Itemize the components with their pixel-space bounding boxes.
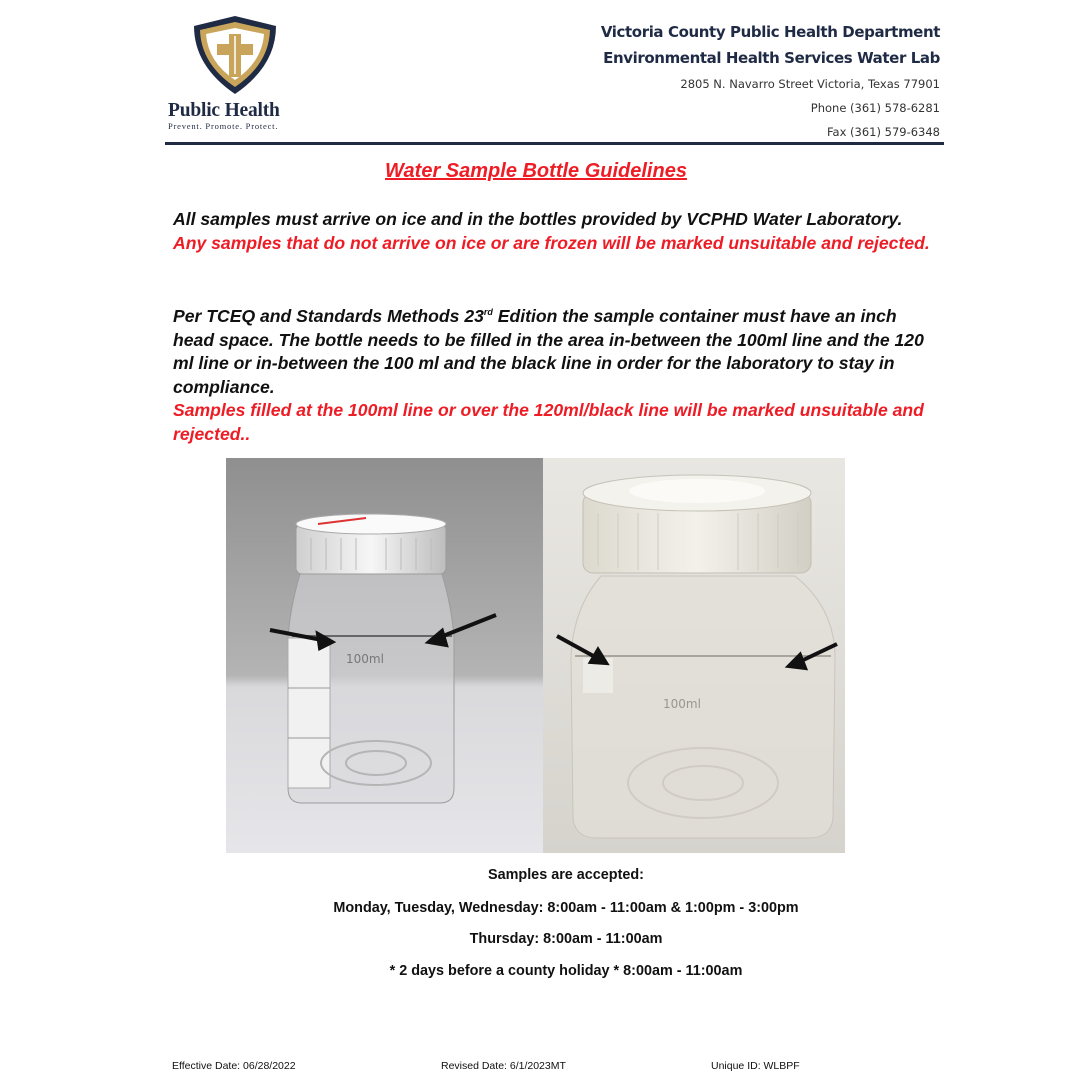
org-fax: Fax (361) 579-6348: [826, 125, 940, 139]
organization-block: [601, 20, 940, 144]
hours-mon-wed: Monday, Tuesday, Wednesday: 8:00am - 11:00am & 1:00pm - 3:00pm: [333, 900, 799, 916]
para2-text-rest: Edition the sample container must have an inch head space. The bottle needs to be filled in the area in-between the 100ml line and the 120 ml line or in-between the 100 ml and the black line in order for the laboratory to stay in compliance.: [173, 306, 924, 397]
brand-name: Public Health: [168, 100, 280, 121]
hours-thursday: Thursday: 8:00am - 11:00am: [469, 931, 663, 947]
paragraph-ice-requirement: [173, 208, 933, 255]
brand-block: [168, 101, 308, 131]
paragraph-fill-requirement: Per TCEQ and Standards Methods 23rd Edition the sample container must have an inch head space. The bottle needs to be filled in the area in-between the 100ml line and the 120 ml line or in-between the 100 ml and the black line in order for the laboratory to stay in compliance. Samples filled at the 100ml line or over the 120ml/black line will be marked unsuitable and rejected..: [173, 306, 924, 444]
left-bottle-label: 100ml: [346, 652, 384, 666]
brand-tagline: Prevent. Promote. Protect.: [168, 121, 279, 131]
right-bottle-label: 100ml: [663, 697, 701, 711]
header-divider: [165, 142, 944, 145]
effective-date: Effective Date: 06/28/2022: [172, 1060, 296, 1072]
unique-id: Unique ID: WLBPF: [711, 1060, 800, 1072]
para1-warning: Any samples that do not arrive on ice or are frozen will be marked unsuitable and rejected.: [173, 232, 930, 253]
org-address: 2805 N. Navarro Street Victoria, Texas 77901: [680, 77, 940, 91]
lab-name: Environmental Health Services Water Lab: [603, 49, 940, 67]
para1-text: All samples must arrive on ice and in the bottles provided by VCPHD Water Laboratory.: [173, 209, 903, 229]
para2-superscript: rd: [483, 307, 493, 318]
revised-date: Revised Date: 6/1/2023MT: [441, 1060, 566, 1072]
bottle-photo-left: [226, 458, 543, 853]
para2-text-start: Per TCEQ and Standards Methods 23: [173, 306, 484, 326]
public-health-shield-logo: [190, 14, 280, 96]
org-name: Victoria County Public Health Department: [600, 23, 940, 41]
para2-warning: Samples filled at the 100ml line or over the 120ml/black line will be marked unsuitable and rejected.: [173, 400, 924, 444]
hours-heading: Samples are accepted:: [488, 867, 644, 883]
hours-holiday: * 2 days before a county holiday * 8:00am - 11:00am: [389, 963, 743, 979]
org-phone: Phone (361) 578-6281: [810, 101, 940, 115]
bottle-photo-right: [543, 458, 845, 853]
page-title: Water Sample Bottle Guidelines: [385, 160, 687, 182]
